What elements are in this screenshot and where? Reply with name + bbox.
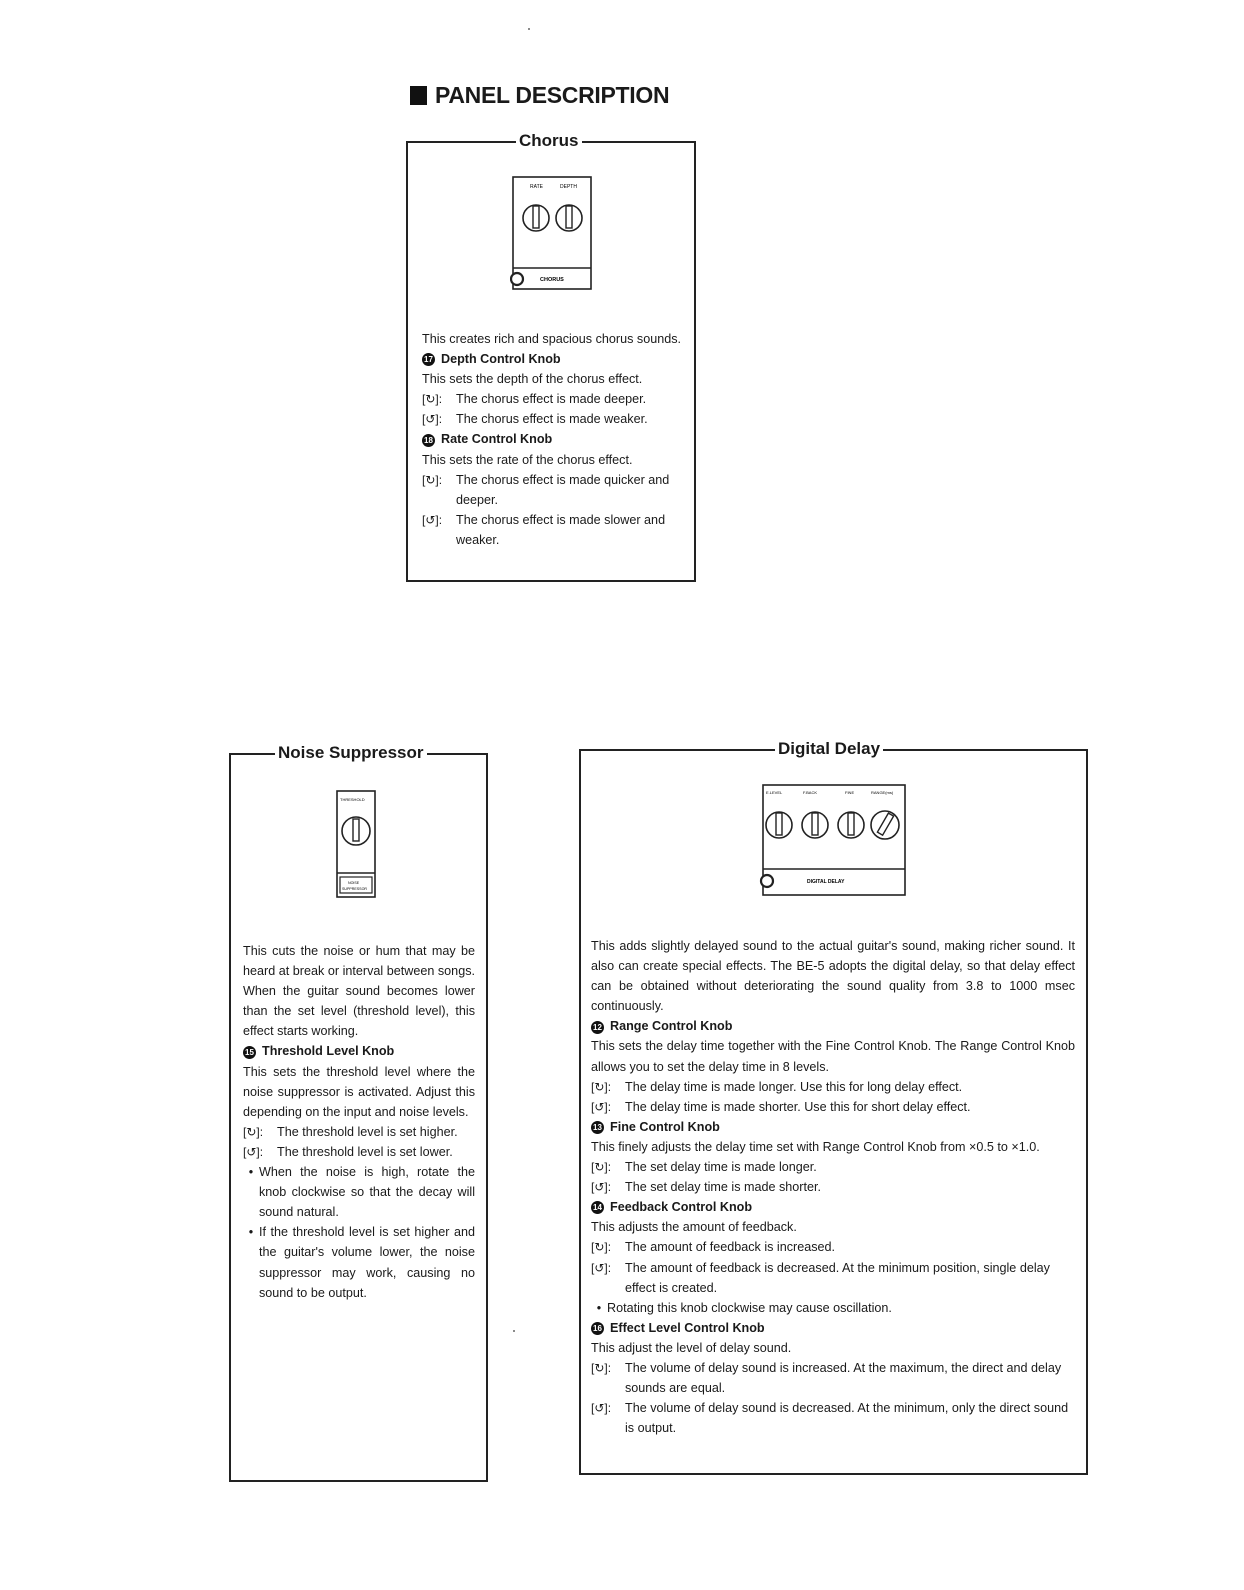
threshold-ccw: [↺]: The threshold level is set lower. [243, 1142, 475, 1162]
number-badge: 15 [243, 1046, 256, 1059]
rate-knob-icon [523, 205, 549, 231]
counterclockwise-icon: [↺]: [591, 1401, 612, 1416]
counterclockwise-icon: [↺]: [591, 1180, 612, 1195]
counterclockwise-icon: [↺]: [591, 1099, 612, 1114]
noise-intro: This cuts the noise or hum that may be heard at break or interval between songs. When the guitar sound becomes lower than the set level (threshold level), this effect starts working. [243, 944, 475, 1039]
range-cw: [↻]: The delay time is made longer. Use this for long delay effect. [591, 1077, 1075, 1097]
fine-heading: 13 Fine Control Knob [591, 1117, 1075, 1137]
square-bullet-icon [410, 86, 427, 105]
chorus-rate-label: RATE [530, 184, 543, 190]
delay-title: Digital Delay [775, 737, 883, 761]
depth-heading: 17 Depth Control Knob [422, 349, 684, 369]
chorus-pedal-illustration [510, 175, 596, 293]
rate-desc: This sets the rate of the chorus effect. [422, 452, 633, 467]
chorus-title: Chorus [516, 129, 582, 153]
clockwise-icon: [↻]: [591, 1160, 612, 1175]
led-icon [511, 273, 523, 285]
chorus-text [422, 329, 684, 550]
delay-text [591, 936, 1075, 1438]
delay-box [579, 739, 1088, 1475]
threshold-knob-icon [342, 817, 370, 845]
number-badge: 16 [591, 1322, 604, 1335]
fine-desc: This finely adjusts the delay time set with Range Control Knob from ×0.5 to ×1.0. [591, 1139, 1040, 1154]
range-label: RANGE(ms) [871, 790, 894, 795]
clockwise-icon: [↻]: [422, 392, 443, 407]
rate-cw: [↻]: The chorus effect is made quicker and deeper. [422, 470, 684, 510]
number-badge: 18 [422, 434, 435, 447]
depth-desc: This sets the depth of the chorus effect. [422, 372, 643, 387]
range-desc: This sets the delay time together with the Fine Control Knob. The Range Control Knob allows you to set the delay time in 8 levels. [591, 1039, 1075, 1074]
depth-cw: [↻]: The chorus effect is made deeper. [422, 389, 684, 409]
counterclockwise-icon: [↺]: [422, 512, 443, 527]
elevel-label: E.LEVEL [766, 790, 783, 795]
clockwise-icon: [↻]: [591, 1079, 612, 1094]
number-badge: 17 [422, 353, 435, 366]
level-ccw: [↺]: The volume of delay sound is decreased. At the minimum, only the direct sound is output. [591, 1398, 1075, 1438]
rate-ccw: [↺]: The chorus effect is made slower and weaker. [422, 510, 684, 550]
threshold-label: THRESHOLD [340, 797, 365, 802]
threshold-cw: [↻]: The threshold level is set higher. [243, 1122, 475, 1142]
fine-ccw: [↺]: The set delay time is made shorter. [591, 1177, 1075, 1197]
fine-cw: [↻]: The set delay time is made longer. [591, 1157, 1075, 1177]
page-title: PANEL DESCRIPTION [410, 82, 669, 109]
clockwise-icon: [↻]: [591, 1240, 612, 1255]
level-desc: This adjust the level of delay sound. [591, 1340, 792, 1355]
clockwise-icon: [↻]: [243, 1124, 264, 1139]
chorus-pedal-label: CHORUS [540, 277, 564, 283]
chorus-box [406, 131, 696, 582]
bullet-icon: • [248, 1165, 254, 1180]
feedback-cw: [↻]: The amount of feedback is increased. [591, 1237, 1075, 1257]
delay-pedal-label: DIGITAL DELAY [807, 879, 845, 885]
range-heading: 12 Range Control Knob [591, 1016, 1075, 1036]
fback-label: F.BACK [803, 790, 818, 795]
noise-box [229, 743, 488, 1482]
level-heading: 16 Effect Level Control Knob [591, 1318, 1075, 1338]
bullet-icon: • [596, 1300, 602, 1315]
number-badge: 12 [591, 1021, 604, 1034]
led-icon [761, 875, 773, 887]
feedback-heading: 14 Feedback Control Knob [591, 1197, 1075, 1217]
feedback-knob-icon [802, 812, 828, 838]
threshold-heading: 15 Threshold Level Knob [243, 1041, 475, 1061]
bullet-icon: • [248, 1225, 254, 1240]
threshold-desc: This sets the threshold level where the noise suppressor is activated. Adjust this depending on the input and noise levels. [243, 1064, 475, 1119]
level-cw: [↻]: The volume of delay sound is increased. At the maximum, the direct and delay sounds are equal. [591, 1358, 1075, 1398]
noise-pedal-label-1: NOISE [348, 881, 360, 885]
noise-note-1: • When the noise is high, rotate the knob clockwise so that the decay will sound natural. [243, 1162, 475, 1222]
number-badge: 14 [591, 1201, 604, 1214]
counterclockwise-icon: [↺]: [243, 1144, 264, 1159]
clockwise-icon: [↻]: [591, 1360, 612, 1375]
number-badge: 13 [591, 1121, 604, 1134]
fine-knob-icon [838, 812, 864, 838]
effect-level-knob-icon [766, 812, 792, 838]
noise-pedal-label-2: SUPPRESSOR [342, 887, 367, 891]
stray-mark [513, 1330, 515, 1332]
noise-pedal-illustration [335, 789, 379, 901]
fine-label: FINE [845, 790, 855, 795]
range-ccw: [↺]: The delay time is made shorter. Use this for short delay effect. [591, 1097, 1075, 1117]
feedback-desc: This adjusts the amount of feedback. [591, 1220, 797, 1235]
counterclockwise-icon: [↺]: [591, 1260, 612, 1275]
noise-text [243, 941, 475, 1303]
rate-heading: 18 Rate Control Knob [422, 429, 684, 449]
noise-title: Noise Suppressor [275, 741, 427, 765]
depth-ccw: [↺]: The chorus effect is made weaker. [422, 409, 684, 429]
chorus-intro: This creates rich and spacious chorus sounds. [422, 332, 682, 346]
stray-mark [528, 28, 530, 30]
feedback-note: • Rotating this knob clockwise may cause oscillation. [591, 1298, 1075, 1318]
feedback-ccw: [↺]: The amount of feedback is decreased. At the minimum position, single delay effect is created. [591, 1258, 1075, 1298]
noise-note-2: • If the threshold level is set higher and the guitar's volume lower, the noise suppressor may work, causing no sound to be output. [243, 1222, 475, 1302]
clockwise-icon: [↻]: [422, 472, 443, 487]
range-knob-icon [871, 811, 899, 839]
delay-pedal-illustration [759, 781, 909, 899]
depth-knob-icon [556, 205, 582, 231]
counterclockwise-icon: [↺]: [422, 412, 443, 427]
delay-intro: This adds slightly delayed sound to the actual guitar's sound, making richer sound. It also can create special effects. The BE-5 adopts the digital delay, so that delay effect can be obtained without deteriorating the sound quality from 3.8 to 1000 msec continuously. [591, 939, 1075, 1014]
chorus-depth-label: DEPTH [560, 184, 577, 190]
